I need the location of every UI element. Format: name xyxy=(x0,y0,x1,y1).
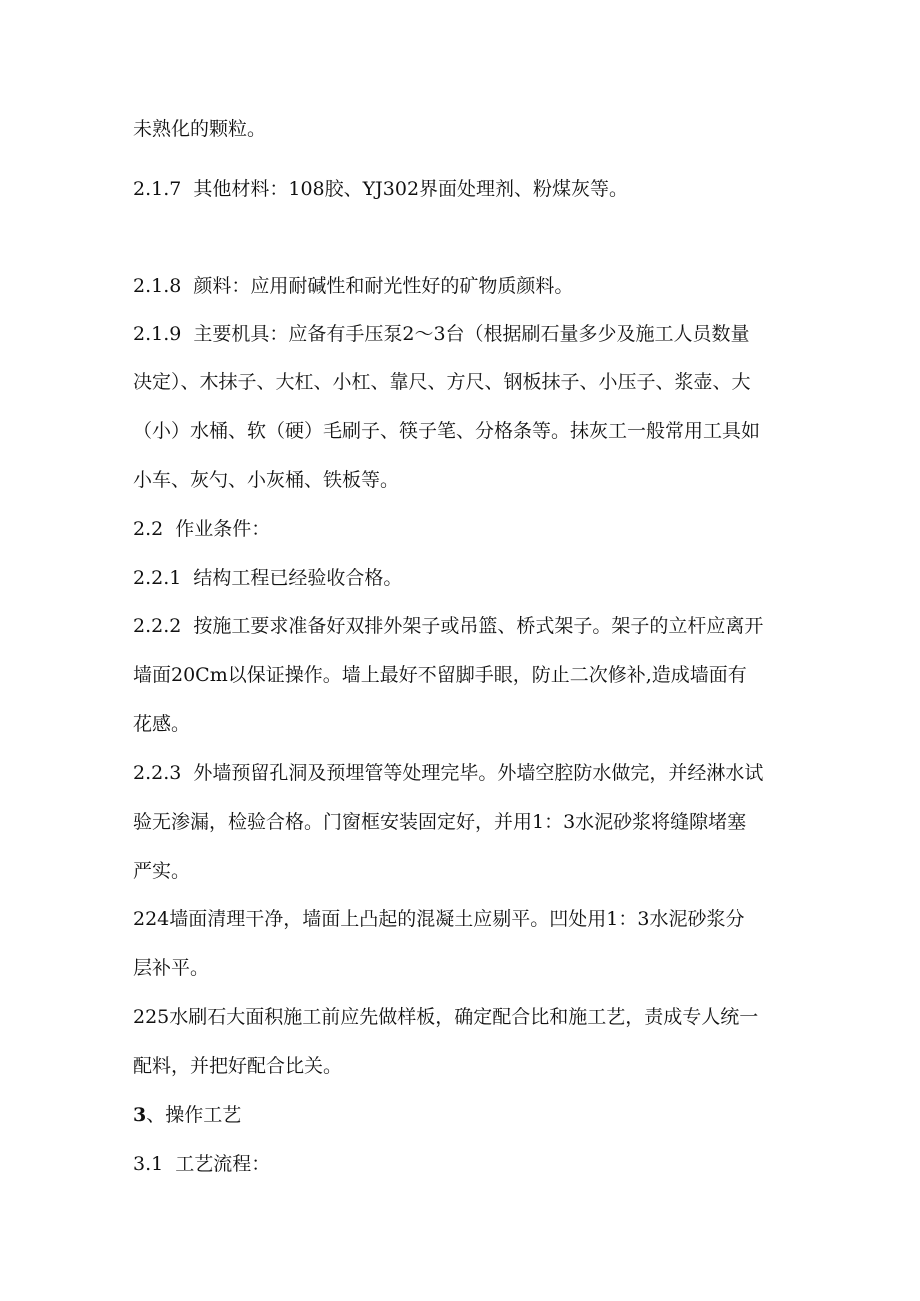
line-text: 主要机具：应备有手压泵2～3台（根据刷石量多少及施工人员数量 xyxy=(193,323,750,345)
section-number: 2.2.3 xyxy=(133,762,182,784)
line-text: 224墙面清理干净，墙面上凸起的混凝土应剔平。凹处用1：3水泥砂浆分 xyxy=(133,908,745,930)
text-line xyxy=(133,117,266,141)
text-line xyxy=(133,566,402,590)
section-number: 3.1 xyxy=(133,1153,164,1175)
text-line xyxy=(133,1152,270,1176)
line-text: 验无渗漏，检验合格。门窗框安装固定好，并用1：3水泥砂浆将缝隙堵塞 xyxy=(133,811,747,833)
line-text: 墙面20Cm以保证操作。墙上最好不留脚手眼，防止二次修补,造成墙面有 xyxy=(133,664,747,686)
line-text: 未熟化的颗粒。 xyxy=(133,118,267,140)
text-line xyxy=(133,322,750,346)
line-text: 花感。 xyxy=(133,713,191,735)
line-text: 作业条件： xyxy=(175,518,271,540)
section-number: 2.1.9 xyxy=(133,323,182,345)
line-text: 工艺流程： xyxy=(175,1153,271,1175)
section-number: 2.2.1 xyxy=(133,567,182,589)
text-line xyxy=(133,177,628,201)
text-line xyxy=(133,274,573,298)
line-text: 严实。 xyxy=(133,860,191,882)
text-line xyxy=(133,468,399,492)
line-text: 结构工程已经验收合格。 xyxy=(193,567,403,589)
text-line xyxy=(133,761,763,785)
section-number: 2.2.2 xyxy=(133,615,182,637)
text-line xyxy=(133,907,744,931)
text-line xyxy=(133,712,190,736)
text-line xyxy=(133,956,209,980)
section-number: 2.1.7 xyxy=(133,178,182,200)
line-text: 决定）、木抹子、大杠、小杠、靠尺、方尺、钢板抹子、小压子、浆壶、大 xyxy=(133,371,751,393)
line-text: 按施工要求准备好双排外架子或吊篮、桥式架子。架子的立杆应离开 xyxy=(193,615,764,637)
text-line xyxy=(133,614,763,638)
line-text: 层补平。 xyxy=(133,957,210,979)
text-line xyxy=(133,663,747,687)
line-text: 其他材料：108胶、YJ302界面处理剂、粉煤灰等。 xyxy=(193,178,629,200)
text-line xyxy=(133,370,751,394)
text-line xyxy=(133,810,746,834)
text-line xyxy=(133,1054,342,1078)
section-number: 2.2 xyxy=(133,518,164,540)
section-number: 2.1.8 xyxy=(133,275,182,297)
section-heading xyxy=(133,1103,241,1127)
line-text: 外墙预留孔洞及预埋管等处理完毕。外墙空腔防水做完，并经淋水试 xyxy=(193,762,764,784)
line-text: 、操作工艺 xyxy=(146,1104,242,1126)
section-number: 3 xyxy=(133,1104,147,1126)
text-line xyxy=(133,1005,758,1029)
text-line xyxy=(133,517,270,541)
line-text: 小车、灰勺、小灰桶、铁板等。 xyxy=(133,469,400,491)
line-text: 配料，并把好配合比关。 xyxy=(133,1055,343,1077)
line-text: （小）水桶、软（硬）毛刷子、筷子笔、分格条等。抹灰工一般常用工具如 xyxy=(133,420,761,442)
text-line xyxy=(133,419,760,443)
line-text: 颜料：应用耐碱性和耐光性好的矿物质颜料。 xyxy=(193,275,574,297)
text-line xyxy=(133,859,190,883)
line-text: 225水刷石大面积施工前应先做样板，确定配合比和施工艺，责成专人统一 xyxy=(133,1006,759,1028)
